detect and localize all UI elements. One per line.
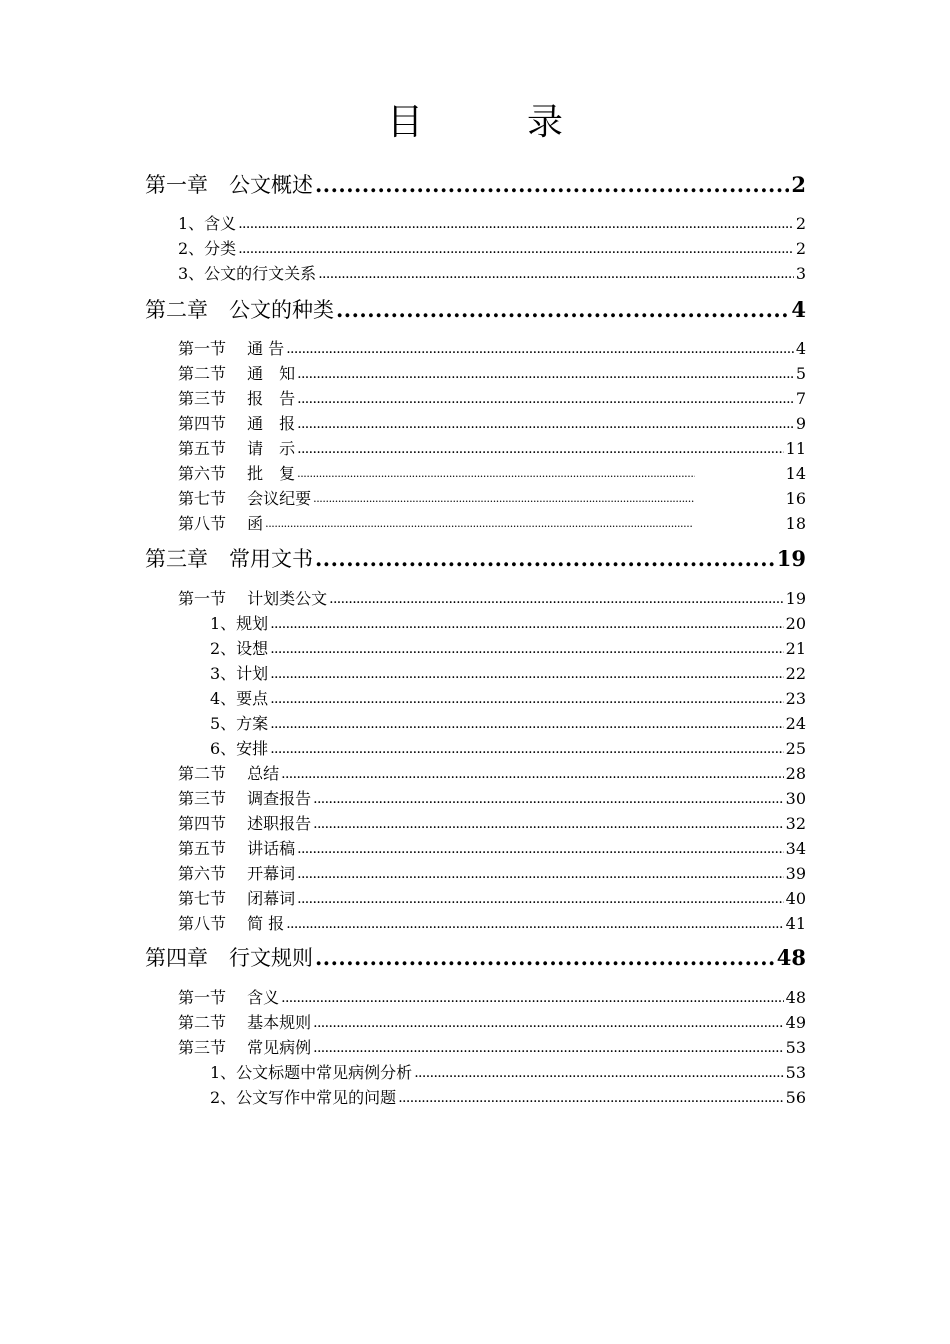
toc-page-number: 25 (785, 739, 806, 758)
toc-entry[interactable] (178, 488, 806, 510)
toc-entry[interactable] (178, 813, 806, 835)
toc-leader (270, 687, 783, 710)
toc-entry[interactable] (178, 263, 806, 285)
toc-entry[interactable] (178, 913, 806, 935)
toc-entry[interactable] (178, 513, 806, 535)
toc-entry-label: 3、公文的行文关系 (178, 264, 317, 283)
toc-entry-label: 第五节 请 示 (178, 439, 296, 458)
toc-entry[interactable] (178, 363, 806, 385)
toc-leader (265, 511, 693, 535)
toc-entry-label: 第二节 通 知 (178, 364, 296, 383)
toc-page-number: 28 (785, 764, 806, 783)
toc-entry[interactable] (178, 213, 806, 235)
toc-entry[interactable] (178, 238, 806, 260)
toc-entry[interactable] (210, 638, 806, 660)
toc-entry[interactable] (178, 788, 806, 810)
toc-leader (315, 170, 789, 200)
toc-entry-label: 第二节 基本规则 (178, 1013, 312, 1032)
toc-entry-label: 第三节 报 告 (178, 389, 296, 408)
toc-entry-label: 第一节 含义 (178, 988, 280, 1007)
toc-page-number: 5 (795, 364, 806, 383)
toc-entry[interactable] (210, 663, 806, 685)
toc-leader (286, 912, 783, 935)
toc-leader (414, 1061, 783, 1084)
toc-page-number: 2 (795, 214, 806, 233)
toc-page-number: 48 (785, 988, 806, 1007)
toc-entry[interactable] (178, 463, 806, 485)
toc-entry-label: 第一节 计划类公文 (178, 589, 328, 608)
toc-entry[interactable] (178, 388, 806, 410)
toc-page-number: 3 (795, 264, 806, 283)
toc-page-number: 34 (785, 839, 806, 858)
toc-entry[interactable] (178, 338, 806, 360)
toc-page-number: 4 (795, 339, 806, 358)
toc-page-number: 53 (785, 1063, 806, 1082)
toc-page-number: 41 (785, 914, 806, 933)
toc-leader (313, 1036, 784, 1059)
toc-entry-label: 第七节 闭幕词 (178, 889, 296, 908)
toc-entry-label: 第二节 总结 (178, 764, 280, 783)
toc-entry[interactable] (178, 1012, 806, 1034)
toc-entry-label: 2、设想 (210, 639, 269, 658)
toc-leader (329, 587, 784, 610)
toc-leader (297, 362, 794, 385)
toc-leader (315, 943, 775, 973)
toc-page-number: 40 (785, 889, 806, 908)
toc-leader (270, 637, 783, 660)
toc-entry-label: 1、公文标题中常见病例分析 (210, 1063, 413, 1082)
toc-chapter-3[interactable] (145, 544, 806, 574)
toc-leader (297, 412, 794, 435)
toc-entry[interactable] (210, 713, 806, 735)
toc-page-number: 56 (785, 1088, 806, 1107)
toc-entry-label: 6、安排 (210, 739, 269, 758)
toc-page-number: 19 (785, 589, 806, 608)
toc-page-number: 2 (795, 239, 806, 258)
toc-page-number: 20 (785, 614, 806, 633)
toc-entry[interactable] (178, 763, 806, 785)
toc-entry-label: 2、公文写作中常见的问题 (210, 1088, 397, 1107)
toc-entry[interactable] (178, 888, 806, 910)
toc-entry-label: 1、含义 (178, 214, 237, 233)
toc-entry[interactable] (210, 613, 806, 635)
toc-page-number: 14 (785, 464, 806, 483)
toc-leader (297, 887, 784, 910)
toc-leader (313, 1011, 784, 1034)
toc-entry[interactable] (178, 588, 806, 610)
toc-entry-label: 2、分类 (178, 239, 237, 258)
toc-leader (270, 662, 783, 685)
toc-page-number: 32 (785, 814, 806, 833)
toc-leader (238, 237, 794, 260)
toc-chapter-2[interactable] (145, 295, 806, 325)
toc-entry[interactable] (210, 1087, 806, 1109)
toc-entry[interactable] (178, 438, 806, 460)
toc-leader (286, 337, 794, 360)
toc-page-number: 4 (791, 297, 806, 322)
toc-page-number: 30 (785, 789, 806, 808)
toc-entry[interactable] (210, 738, 806, 760)
toc-entry[interactable] (178, 838, 806, 860)
toc-leader (281, 762, 784, 785)
toc-leader (315, 544, 775, 574)
toc-chapter-label: 第四章 行文规则 (145, 946, 313, 970)
toc-entry-label: 第一节 通 告 (178, 339, 285, 358)
toc-leader (238, 212, 794, 235)
toc-leader (297, 387, 794, 410)
toc-entry-label: 第六节 批 复 (178, 464, 296, 483)
toc-page-number: 22 (785, 664, 806, 683)
toc-page-number: 9 (795, 414, 806, 433)
toc-entry-label: 第三节 常见病例 (178, 1038, 312, 1057)
toc-leader (270, 612, 783, 635)
toc-chapter-label: 第一章 公文概述 (145, 173, 313, 197)
toc-page-number: 16 (785, 489, 806, 508)
toc-leader (297, 437, 784, 460)
toc-entry[interactable] (210, 688, 806, 710)
toc-entry[interactable] (178, 413, 806, 435)
toc-entry-label: 3、计划 (210, 664, 269, 683)
toc-leader (398, 1086, 783, 1109)
toc-page-number: 11 (785, 439, 806, 458)
toc-chapter-4[interactable] (145, 943, 806, 973)
toc-entry[interactable] (178, 863, 806, 885)
toc-entry[interactable] (210, 1062, 806, 1084)
toc-leader (297, 837, 784, 860)
toc-leader (270, 712, 783, 735)
toc-leader (318, 262, 794, 285)
toc-entry-label: 第四节 通 报 (178, 414, 296, 433)
toc-entry-label: 5、方案 (210, 714, 269, 733)
toc-page-number: 53 (785, 1038, 806, 1057)
toc-leader (313, 787, 784, 810)
toc-chapter-1[interactable] (145, 170, 806, 200)
toc-page-number: 39 (785, 864, 806, 883)
toc-entry-label: 1、规划 (210, 614, 269, 633)
toc-entry-label: 第五节 讲话稿 (178, 839, 296, 858)
toc-chapter-label: 第二章 公文的种类 (145, 298, 334, 322)
toc-leader (313, 486, 695, 510)
page-title: 目 录 (386, 102, 597, 143)
toc-chapter-label: 第三章 常用文书 (145, 547, 313, 571)
toc-entry-label: 第六节 开幕词 (178, 864, 296, 883)
toc-page-number: 19 (776, 546, 806, 571)
toc-entry[interactable] (178, 987, 806, 1009)
toc-entry[interactable] (178, 1037, 806, 1059)
toc-page-number: 24 (785, 714, 806, 733)
toc-page-number: 21 (785, 639, 806, 658)
toc-page-number: 18 (785, 514, 806, 533)
toc-leader (336, 295, 789, 325)
toc-entry-label: 第八节 简 报 (178, 914, 285, 933)
toc-page-number: 49 (785, 1013, 806, 1032)
toc-entry-label: 4、要点 (210, 689, 269, 708)
toc-page-number: 7 (795, 389, 806, 408)
toc-leader (270, 737, 783, 760)
toc-page-number: 48 (776, 945, 806, 970)
toc-entry-label: 第四节 述职报告 (178, 814, 312, 833)
toc-page-number: 2 (791, 172, 806, 197)
toc-leader (313, 812, 784, 835)
toc-leader (281, 986, 784, 1009)
toc-entry-label: 第八节 函 (178, 514, 264, 533)
toc-page-number: 23 (785, 689, 806, 708)
toc-leader (297, 461, 695, 485)
toc-entry-label: 第三节 调查报告 (178, 789, 312, 808)
toc-leader (297, 862, 784, 885)
toc-entry-label: 第七节 会议纪要 (178, 489, 312, 508)
